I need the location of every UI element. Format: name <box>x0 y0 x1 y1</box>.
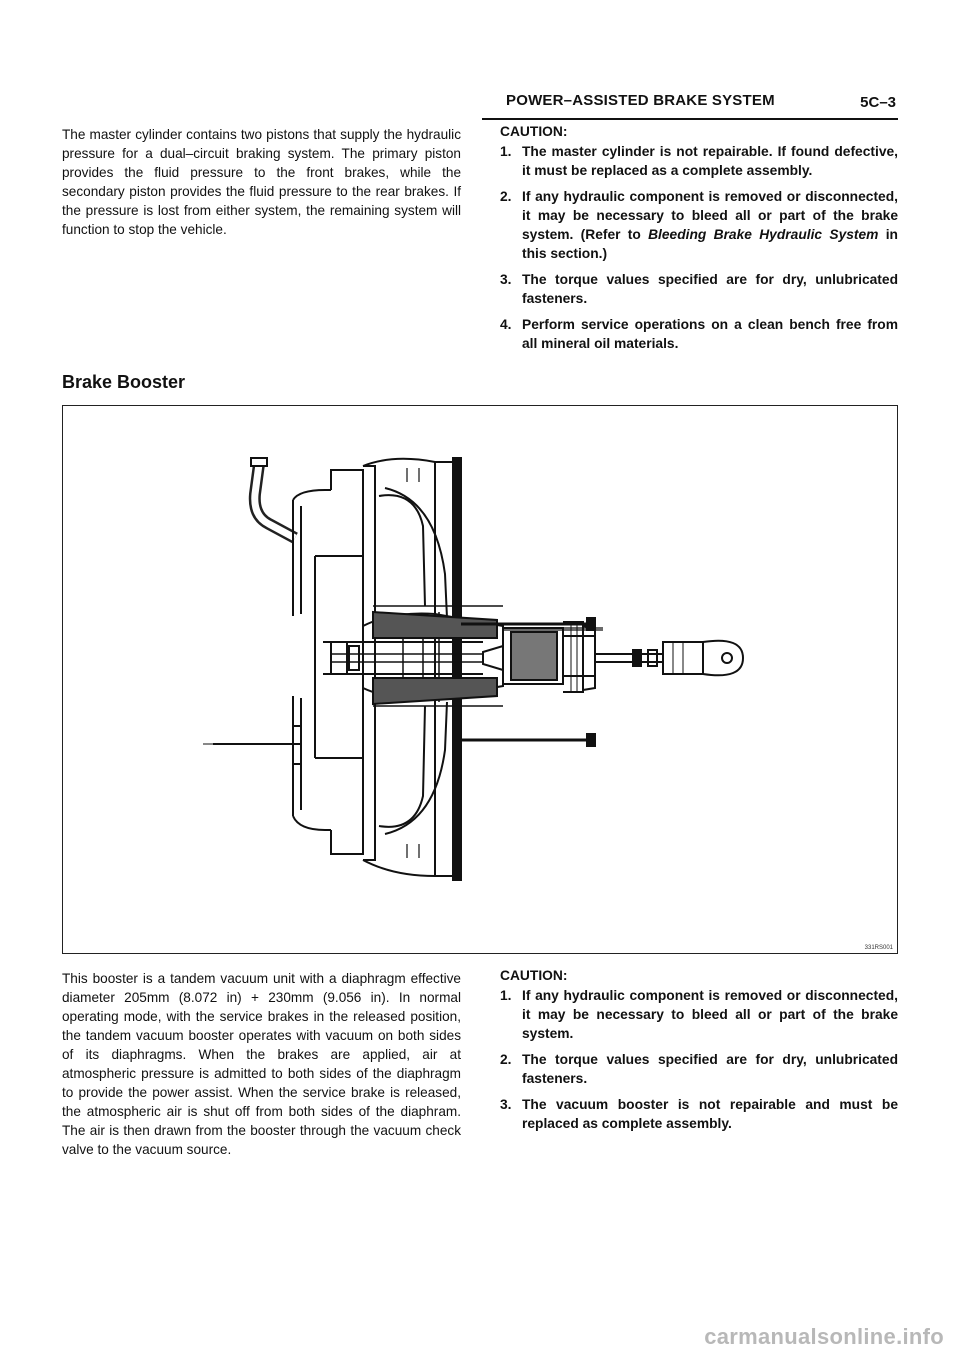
caution-text: Perform service operations on a clean bench free from all mineral oil materials. <box>522 317 898 351</box>
caution-text: The vacuum booster is not repairable and must be replaced as complete assembly. <box>522 1097 898 1131</box>
caution-number: 3. <box>500 272 512 287</box>
brake-booster-cross-section <box>63 406 897 953</box>
caution-number: 2. <box>500 1052 512 1067</box>
caution-item <box>500 315 898 353</box>
caution-number: 4. <box>500 317 512 332</box>
caution-item <box>500 270 898 308</box>
caution-text: in this section.) <box>522 227 898 261</box>
watermark: carmanualsonline.info <box>704 1324 944 1349</box>
brake-booster-figure <box>62 405 898 954</box>
caution-number: 1. <box>500 144 512 159</box>
caution-text: The torque values specified are for dry, unlubricated fasteners. <box>522 272 898 306</box>
header-title: POWER–ASSISTED BRAKE SYSTEM <box>506 92 775 109</box>
caution-item <box>500 142 898 180</box>
caution-title: CAUTION: <box>500 124 568 139</box>
master-cylinder-caution <box>500 124 898 360</box>
page-number: 5C–3 <box>860 94 896 111</box>
section-title: Brake Booster <box>62 372 186 392</box>
booster-paragraph: This booster is a tandem vacuum unit with a diaphragm effective diameter 205mm (8.072 in) + 230mm (9.056 in). In normal operating mode, with the service brakes in the released position, the tandem vacuum booster operates with vacuum on both sides of its diaphragms. When the brakes are applied, air at atmospheric pressure is admitted to both sides of the diaphragm to provide the power assist. When the service brake is released, the atmospheric air is shut off from both sides of the diaphram. The air is then drawn from the booster through the vacuum check valve to the vacuum source. <box>62 971 461 1157</box>
master-cylinder-description <box>62 125 461 239</box>
caution-number: 3. <box>500 1097 512 1112</box>
caution-list <box>500 986 898 1133</box>
caution-text: The torque values specified are for dry, unlubricated fasteners. <box>522 1052 898 1086</box>
cross-reference: Bleeding Brake Hydraulic System <box>648 227 879 242</box>
caution-item <box>500 986 898 1043</box>
caution-item <box>500 1095 898 1133</box>
page-header <box>482 88 898 120</box>
caution-text: The master cylinder is not repairable. If found defective, it must be replaced as a complete assembly. <box>522 144 898 178</box>
caution-list <box>500 142 898 353</box>
caution-item <box>500 1050 898 1088</box>
caution-item <box>500 187 898 263</box>
caution-title: CAUTION: <box>500 968 568 983</box>
caution-number: 1. <box>500 988 512 1003</box>
master-cylinder-paragraph: The master cylinder contains two pistons that supply the hydraulic pressure for a dual–circuit braking system. The primary piston provides the fluid pressure to the front brakes, while the secondary piston provides the fluid pressure to the rear brakes. If the pressure is lost from either system, the remaining system will function to stop the vehicle. <box>62 127 461 237</box>
booster-caution <box>500 968 898 1140</box>
booster-description <box>62 969 461 1159</box>
caution-text: If any hydraulic component is removed or disconnected, it may be necessary to bleed all or part of the brake system. <box>522 988 898 1041</box>
figure-code: 331RS001 <box>864 945 893 951</box>
caution-number: 2. <box>500 189 512 204</box>
caution-text: If any hydraulic component is removed or disconnected, it may be necessary to bleed all or part of the brake system. (Refer to <box>522 189 898 242</box>
